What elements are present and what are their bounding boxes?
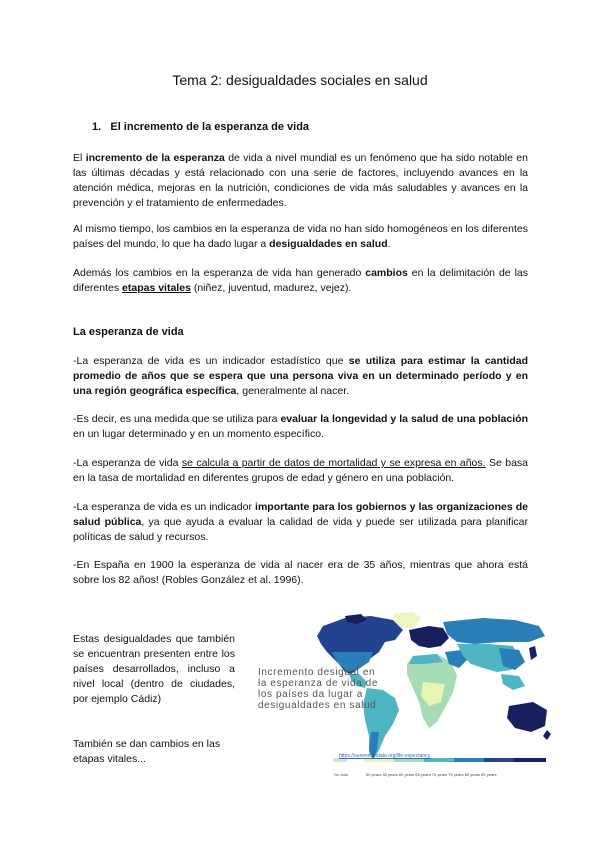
paragraph-q4: -La esperanza de vida es un indicador importante para los gobiernos y las organizaciones de salud pública, ya que ayuda a evaluar la calidad de vida y puede ser utilizada para planificar políticas de salud y recursos. bbox=[73, 501, 529, 543]
side-note-1: Estas desigualdades que también se encuentran presenten entre los países desarrollados, incluso a nivel local (dentro de ciudades, por ejemplo Cádiz) bbox=[73, 633, 235, 705]
section-title: El incremento de la esperanza de vida bbox=[110, 121, 310, 133]
map-source-link[interactable]: https://ourworldindata.org/life-expectancy bbox=[339, 753, 431, 759]
paragraph-q5: -En España en 1900 la esperanza de vida al nacer era de 35 años, mientras que ahora está sobre los 82 años! (Robles González et al. 1996). bbox=[73, 559, 528, 586]
side-note-2: También se dan cambios en las etapas vitales... bbox=[73, 738, 221, 765]
paragraph-q2: -Es decir, es una medida que se utiliza para evaluar la longevidad y la salud de una población en un lugar determinado y en un momento específico. bbox=[73, 413, 528, 440]
paragraph-q3: -La esperanza de vida se calcula a partir de datos de mortalidad y se expresa en años. Se basa en la tasa de mortalidad en diferentes grupos de edad y género en una población. bbox=[73, 457, 528, 484]
paragraph-1: El incremento de la esperanza de vida a nivel mundial es un fenómeno que ha sido notable en las últimas décadas y está relacionado con una serie de factores, incluyendo avances en la atención médica, mejoras en la nutrición, condiciones de vida más saludables y avances en la prevención y el tratamiento de enfermedades. bbox=[73, 152, 528, 209]
section-heading-2: La esperanza de vida bbox=[73, 326, 184, 338]
legend-nodata-label: No data bbox=[334, 772, 349, 777]
page-title: Tema 2: desigualdades sociales en salud bbox=[172, 72, 428, 88]
paragraph-q1: -La esperanza de vida es un indicador estadístico que se utiliza para estimar la cantidad promedio de años que se espera que una persona viva en un determinado período y en una región geográfica específica, generalmente al nacer. bbox=[73, 355, 529, 397]
paragraph-3: Además los cambios en la esperanza de vida han generado cambios en la delimitación de las diferentes etapas vitales (niñez, juventud, madurez, vejez). bbox=[73, 267, 528, 294]
paragraph-2: Al mismo tiempo, los cambios en la esperanza de vida no han sido homogéneos en los diferentes países del mundo, lo que ha dado lugar a desigualdades en salud. bbox=[73, 223, 528, 250]
section-number: 1. bbox=[92, 121, 102, 133]
map-caption: Incremento desigual en la esperanza de vida de los países da lugar a desigualdades en salud bbox=[258, 667, 378, 711]
legend-labels: 50 years 55 years 60 years 65 years 70 years 75 years 80 years 85 years bbox=[366, 772, 497, 777]
section-heading-1 bbox=[92, 121, 309, 133]
